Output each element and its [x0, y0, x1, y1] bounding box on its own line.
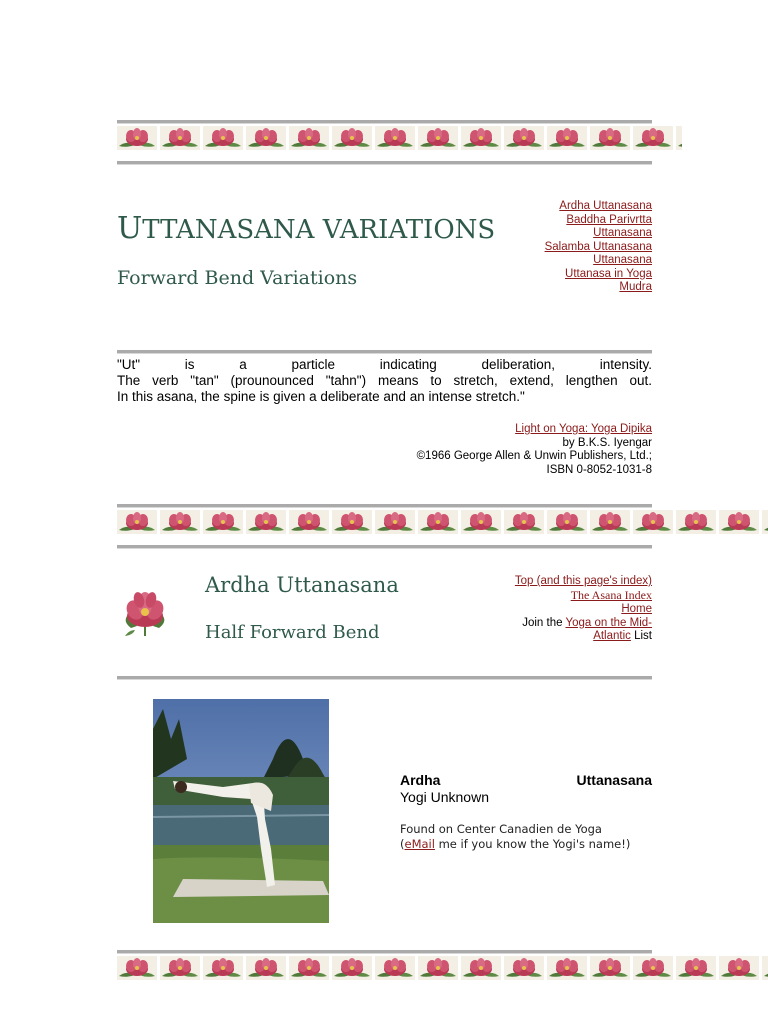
photo-source: Found on Center Canadien de Yoga (eMail me if you know the Yogi's name!): [400, 822, 631, 851]
index-link-yoga-mudra[interactable]: Uttanasa in Yoga: [565, 267, 652, 280]
quote-block: [117, 357, 652, 405]
flower-tile-icon: [289, 126, 329, 150]
flower-tile-icon: [633, 126, 673, 150]
flower-tile-icon: [461, 956, 501, 980]
flower-tile-icon: [117, 126, 157, 150]
flower-tile-icon: [246, 510, 286, 534]
quote-line: "Ut" is a particle indicating deliberation, intensity.: [117, 357, 652, 372]
flower-tile-icon: [719, 510, 759, 534]
flower-tile-icon: [590, 956, 630, 980]
flower-tile-icon: [461, 126, 501, 150]
page-title: UTTANASANA VARIATIONS: [117, 211, 496, 246]
top-link[interactable]: Top (and this page's index): [514, 575, 652, 587]
citation-author: by B.K.S. Iyengar: [562, 436, 652, 449]
source-line: Found on Center Canadien de Yoga: [400, 822, 602, 836]
divider-rule: [117, 120, 652, 124]
flower-tile-icon: [246, 126, 286, 150]
divider-rule: [117, 676, 652, 680]
divider-rule: [117, 545, 652, 549]
flower-tile-icon: [676, 956, 716, 980]
pose-name: Ardha Uttanasana: [400, 772, 652, 788]
flower-tile-icon: [332, 510, 372, 534]
flower-tile-icon: [418, 956, 458, 980]
index-link-baddha-parivrtta-2[interactable]: Uttanasana: [593, 227, 652, 239]
section-nav: [492, 575, 652, 644]
quote-line: In this asana, the spine is given a deliberate and an intense stretch.": [117, 389, 525, 404]
join-text: Join the: [522, 616, 566, 629]
flower-tile-icon: [461, 510, 501, 534]
flower-tile-icon: [633, 956, 673, 980]
quote-line: The verb "tan" (prounounced "tahn") means to stretch, extend, lengthen out.: [117, 373, 652, 388]
flower-tile-icon: [547, 510, 587, 534]
index-link-ardha-uttanasana[interactable]: Ardha Uttanasana: [559, 200, 652, 212]
section-subtitle: Half Forward Bend: [205, 622, 380, 643]
flower-tile-icon: [203, 956, 243, 980]
lotus-flower-icon: [119, 586, 171, 638]
flower-tile-icon: [160, 126, 200, 150]
flower-tile-icon: [203, 510, 243, 534]
flower-tile-icon: [418, 126, 458, 150]
divider-rule: [117, 950, 652, 954]
flower-tile-icon: [633, 510, 673, 534]
flower-tile-icon: [676, 510, 716, 534]
flower-tile-icon: [332, 126, 372, 150]
divider-rule: [117, 504, 652, 508]
flower-border: [117, 510, 768, 534]
index-link-yoga-mudra-2[interactable]: Mudra: [619, 281, 652, 293]
section-title: Ardha Uttanasana: [205, 573, 399, 597]
yogi-name: Yogi Unknown: [400, 789, 489, 805]
mailing-list-link[interactable]: Yoga on the Mid-: [565, 616, 652, 629]
flower-tile-icon: [246, 956, 286, 980]
flower-tile-icon: [590, 126, 630, 150]
flower-tile-icon: [762, 510, 768, 534]
flower-tile-icon: [332, 956, 372, 980]
flower-tile-icon: [203, 126, 243, 150]
flower-tile-icon: [504, 956, 544, 980]
flower-tile-icon: [375, 510, 415, 534]
book-link[interactable]: Light on Yoga: Yoga Dipika: [515, 423, 652, 435]
flower-tile-icon: [547, 126, 587, 150]
flower-tile-icon: [719, 956, 759, 980]
mailing-list-link-2[interactable]: Atlantic: [593, 630, 631, 642]
home-link[interactable]: Home: [621, 603, 652, 615]
flower-tile-icon: [160, 956, 200, 980]
flower-tile-icon: [676, 126, 682, 150]
index-link-salamba-uttanasana[interactable]: Salamba Uttanasana: [544, 240, 652, 253]
asana-index-link[interactable]: The Asana Index: [570, 587, 652, 602]
citation-isbn: ISBN 0-8052-1031-8: [546, 463, 652, 476]
flower-tile-icon: [289, 956, 329, 980]
citation-publisher: ©1966 George Allen & Unwin Publishers, Ltd.;: [416, 450, 652, 462]
flower-tile-icon: [117, 956, 157, 980]
flower-border: [117, 126, 682, 150]
flower-tile-icon: [418, 510, 458, 534]
list-suffix: List: [630, 630, 652, 642]
flower-tile-icon: [547, 956, 587, 980]
divider-rule: [117, 350, 652, 354]
page-subtitle: Forward Bend Variations: [117, 267, 358, 289]
index-link-baddha-parivrtta[interactable]: Baddha Parivrtta: [566, 213, 652, 226]
flower-tile-icon: [160, 510, 200, 534]
index-link-salamba-uttanasana-2[interactable]: Uttanasana: [593, 254, 652, 266]
flower-tile-icon: [762, 956, 768, 980]
divider-rule: [117, 161, 652, 165]
flower-tile-icon: [375, 956, 415, 980]
flower-tile-icon: [375, 126, 415, 150]
email-link[interactable]: eMail: [404, 837, 435, 851]
flower-tile-icon: [289, 510, 329, 534]
flower-tile-icon: [590, 510, 630, 534]
flower-tile-icon: [117, 510, 157, 534]
citation: [417, 423, 652, 477]
flower-tile-icon: [504, 510, 544, 534]
flower-border: [117, 956, 768, 980]
yoga-pose-photo: [153, 699, 329, 923]
page-index: [502, 200, 652, 295]
flower-tile-icon: [504, 126, 544, 150]
